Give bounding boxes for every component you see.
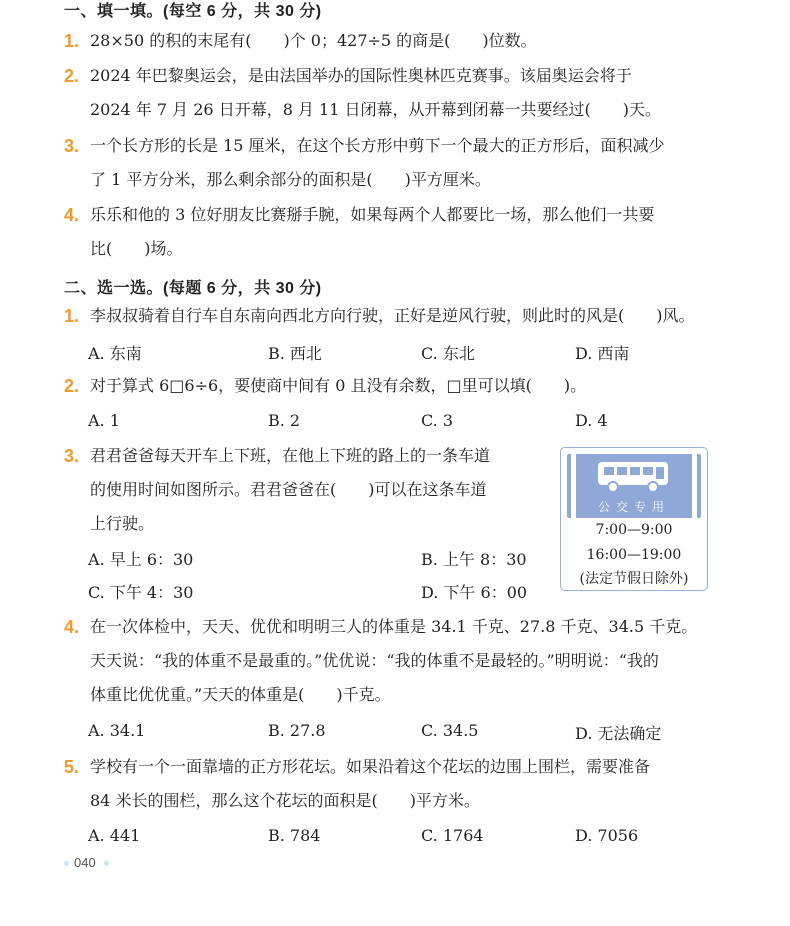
- page-number: 040: [74, 855, 96, 870]
- option-d[interactable]: D. 4: [575, 411, 608, 430]
- option-c[interactable]: C. 下午 4：30: [88, 583, 194, 602]
- s1-question-2: [64, 59, 724, 127]
- question-text: 28×50 的积的末尾有( )个 0；427÷5 的商是( )位数。: [90, 31, 537, 50]
- question-number: 1.: [64, 31, 80, 51]
- s1-question-4: [64, 198, 724, 266]
- option-b[interactable]: B. 27.8: [268, 721, 326, 740]
- s1-question-3: [64, 129, 724, 197]
- question-text: 在一次体检中，天天、优优和明明三人的体重是 34.1 千克、27.8 千克、34.5 千克。: [90, 617, 698, 636]
- sign-time-evening: 16:00—19:00: [586, 547, 682, 563]
- sign-label: 公交专用: [597, 500, 670, 514]
- section-1-title: 一、填一填。(每空 6 分，共 30 分): [64, 3, 322, 20]
- question-number: 2.: [64, 66, 80, 86]
- sign-time-morning: 7:00—9:00: [595, 522, 673, 538]
- option-b[interactable]: B. 上午 8：30: [421, 550, 527, 569]
- s2-question-4: [64, 610, 724, 712]
- option-d[interactable]: D. 无法确定: [575, 724, 662, 743]
- sign-panel: [567, 454, 701, 518]
- question-number: 1.: [64, 306, 80, 326]
- option-d[interactable]: D. 7056: [575, 826, 639, 845]
- question-text: 2024 年巴黎奥运会，是由法国举办的国际性奥林匹克赛事。该届奥运会将于: [90, 66, 632, 85]
- s2-question-3: [64, 439, 544, 541]
- option-c[interactable]: C. 34.5: [421, 721, 479, 740]
- option-b[interactable]: B. 西北: [268, 344, 322, 363]
- option-a[interactable]: A. 34.1: [88, 721, 146, 740]
- question-number: 5.: [64, 757, 80, 777]
- question-text: 天天说：“我的体重不是最重的。”优优说：“我的体重不是最轻的。”明明说：“我的: [90, 651, 659, 670]
- s1-question-1: [64, 24, 724, 58]
- bus-icon: [596, 459, 672, 495]
- option-b[interactable]: B. 2: [268, 411, 301, 430]
- question-number: 3.: [64, 446, 80, 466]
- option-d[interactable]: D. 下午 6：00: [421, 583, 528, 602]
- question-text: 体重比优优重。”天天的体重是( )千克。: [90, 685, 391, 704]
- question-text: 一个长方形的长是 15 厘米，在这个长方形中剪下一个最大的正方形后，面积减少: [90, 136, 665, 155]
- question-text: 比( )场。: [90, 239, 183, 258]
- question-number: 3.: [64, 136, 80, 156]
- decor-dot: [64, 861, 69, 866]
- question-text: 2024 年 7 月 26 日开幕，8 月 11 日闭幕，从开幕到闭幕一共要经过( )天。: [90, 100, 661, 119]
- decor-dot: [104, 861, 109, 866]
- question-text: 对于算式 6□6÷6，要使商中间有 0 且没有余数，□里可以填( )。: [90, 376, 587, 395]
- bus-lane-sign: [560, 447, 708, 591]
- question-text: 李叔叔骑着自行车自东南向西北方向行驶，正好是逆风行驶，则此时的风是( )风。: [90, 306, 695, 325]
- option-d[interactable]: D. 西南: [575, 344, 630, 363]
- question-text: 君君爸爸每天开车上下班，在他上下班的路上的一条车道: [90, 446, 491, 465]
- s2-question-1: [64, 299, 724, 333]
- question-text: 了 1 平方分米，那么剩余部分的面积是( )平方厘米。: [90, 170, 491, 189]
- sign-holiday-note: (法定节假日除外): [579, 571, 689, 587]
- option-c[interactable]: C. 3: [421, 411, 454, 430]
- option-c[interactable]: C. 1764: [421, 826, 484, 845]
- s2-question-5: [64, 750, 724, 818]
- question-text: 上行驶。: [90, 514, 155, 533]
- option-a[interactable]: A. 441: [88, 826, 141, 845]
- question-text: 学校有一个一面靠墙的正方形花坛。如果沿着这个花坛的边围上围栏，需要准备: [90, 757, 651, 776]
- question-number: 2.: [64, 376, 80, 396]
- option-a[interactable]: A. 东南: [88, 344, 142, 363]
- question-text: 的使用时间如图所示。君君爸爸在( )可以在这条车道: [90, 480, 487, 499]
- option-c[interactable]: C. 东北: [421, 344, 475, 363]
- option-b[interactable]: B. 784: [268, 826, 321, 845]
- option-a[interactable]: A. 1: [88, 411, 120, 430]
- option-a[interactable]: A. 早上 6：30: [88, 550, 194, 569]
- question-number: 4.: [64, 617, 80, 637]
- question-text: 乐乐和他的 3 位好朋友比赛掰手腕，如果每两个人都要比一场，那么他们一共要: [90, 205, 655, 224]
- s2-question-2: [64, 369, 724, 403]
- question-text: 84 米长的围栏，那么这个花坛的面积是( )平方米。: [90, 791, 480, 810]
- question-number: 4.: [64, 205, 80, 225]
- section-2-title: 二、选一选。(每题 6 分，共 30 分): [64, 280, 322, 297]
